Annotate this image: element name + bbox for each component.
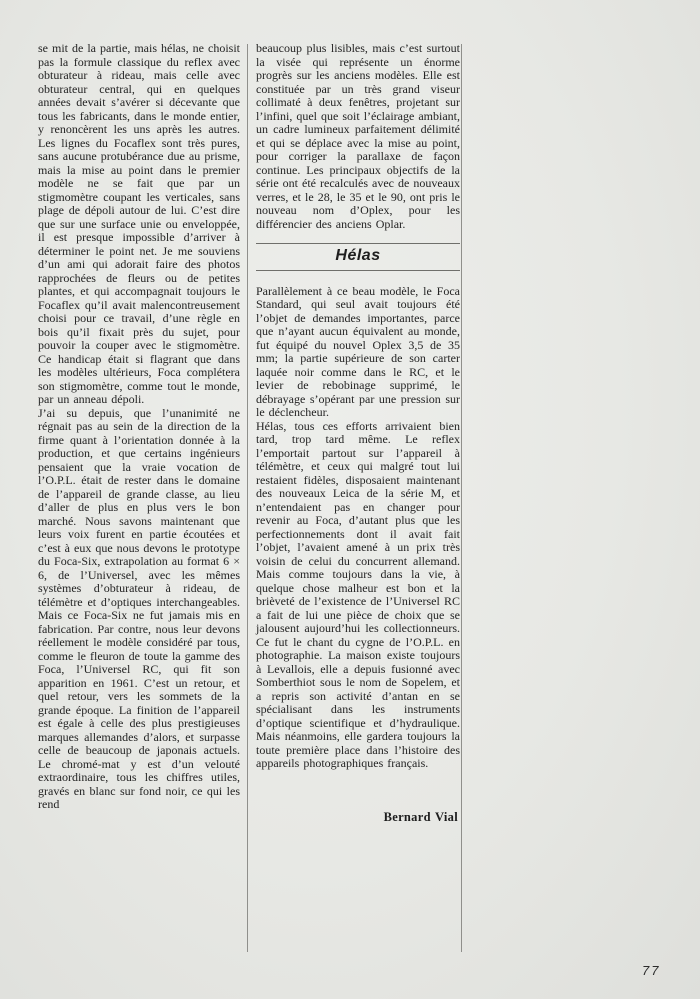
paragraph: Parallèlement à ce beau modèle, le Foca Standard, qui seul avait toujours été l’objet de demandes importantes, parce que n’ayant aucun équivalent au monde, fut équipé du nouvel Oplex 3,5 de 35 mm; la partie supérieure de son carter laquée noir comme dans le RC, et le levier de rebobinage supprimé, le débrayage s’opérant par une pression sur le déclencheur. <box>256 283 460 419</box>
right-edge-rule <box>461 44 462 952</box>
left-column <box>38 42 240 812</box>
page-number: 77 <box>642 963 661 978</box>
paragraph: se mit de la partie, mais hélas, ne choisit pas la formule classique du reflex avec obturateur à rideau, mais celle avec obturateur central, qui en quelques années devait s’avérer si décevante que tous les fabricants, dans le monde entier, y renoncèrent les uns après les autres. Les lignes du Focaflex sont très pures, sans aucune protubérance due au prisme, mais la mise au point dans le premier modèle ne se fait que par un stigmomètre coupant les verticales, sans plage de dépoli autour de lui. C’est dire que sur une surface unie ou enveloppée, il est presque impossible d’arriver à déterminer le point net. Je me souviens d’un ami qui adorait faire des photos rapprochées de fleurs ou de petites plantes, et qui accompagnait toujours le Focaflex qu’il avait malencontreusement choisi pour ce travail, d’une règle en bois qu’il fixait près du sujet, pour pouvoir la couper avec le stigmomètre. Ce handicap était si flagrant que dans les modèles ultérieurs, Foca complétera son stigmomètre, comme tout le monde, par un anneau dépoli. <box>38 41 240 406</box>
author-signature: Bernard Vial <box>383 809 458 824</box>
paragraph: Hélas, tous ces efforts arrivaient bien tard, trop tard même. Le reflex l’emportait partout sur l’appareil à télémètre, et ceux qui malgré tout lui restaient fidèles, disposaient maintenant des nouveaux Leica de la série M, et n’entendaient pas en changer pour revenir au Foca, d’autant plus que les perfectionnements dont il avait fait l’objet, l’avaient amené à un prix très voisin de celui du concurrent allemand. Mais comme toujours dans la vie, à quelque chose malheur est bon et la brièveté de l’existence de l’Universel RC a fait de lui une pièce de choix que se jalousent aujourd’hui les collectionneurs. Ce fut le chant du cygne de l’O.P.L. en photographie. La maison existe toujours à Levallois, elle a depuis fusionné avec Somberthiot sous le nom de Sopelem, et a repris son activité d’antan en se spécialisant dans les instruments d’optique scientifique et d’hydraulique. Mais néanmoins, elle gardera toujours la toute première place dans l’histoire des appareils photographiques français. <box>256 418 460 770</box>
paragraph: J’ai su depuis, que l’unanimité ne régnait pas au sein de la direction de la firme quant à l’orientation donnée à la production, et que certains ingénieurs pensaient que la vraie vocation de l’O.P.L. était de rester dans le domaine de l’appareil de grande classe, au lieu d’aller de plus en plus vers le bon marché. Nous savons maintenant que leurs voix furent en partie écoutées et c’est à eux que nous devons le prototype du Foca-Six, extrapolation au format 6 × 6, de l’Universel, avec les mêmes systèmes d’obturateur à rideau, de télémètre et d’optiques interchangeables. Mais ce Foca-Six ne fut jamais mis en fabrication. Par contre, nous leur devons réellement le modèle considéré par tous, comme le fleuron de toute la gamme des Foca, l’Universel RC, qui fit son apparition en 1961. C’est un retour, et quel retour, vers les sommets de la grande époque. La finition de l’appareil est égale à celle des plus prestigieuses marques allemandes d’alors, et surpasse celle de beaucoup de japonais actuels. Le chromé-mat y est d’un velouté extraordinaire, tous les chiffres utiles, gravés en blanc sur fond noir, ce qui les rend <box>38 405 240 811</box>
column-divider-rule <box>247 44 248 952</box>
right-column <box>256 42 460 824</box>
paragraph: beaucoup plus lisibles, mais c’est surtout la visée qui représente un énorme progrès sur les anciens modèles. Elle est constituée par un très grand viseur collimaté à deux fenêtres, projetant sur l’infini, quel que soit l’éclairage ambiant, un cadre lumineux parfaitement délimité et qui se déplace avec la mise au point, pour corriger la parallaxe de façon continue. Les principaux objectifs de la série ont été recalculés avec de nouveaux verres, et le 28, le 35 et le 90, ont pris le nouveau nom d’Oplex, pour les différencier des anciens Oplar. <box>256 41 460 231</box>
section-heading: Hélas <box>335 247 381 264</box>
section-heading-box <box>256 243 460 271</box>
